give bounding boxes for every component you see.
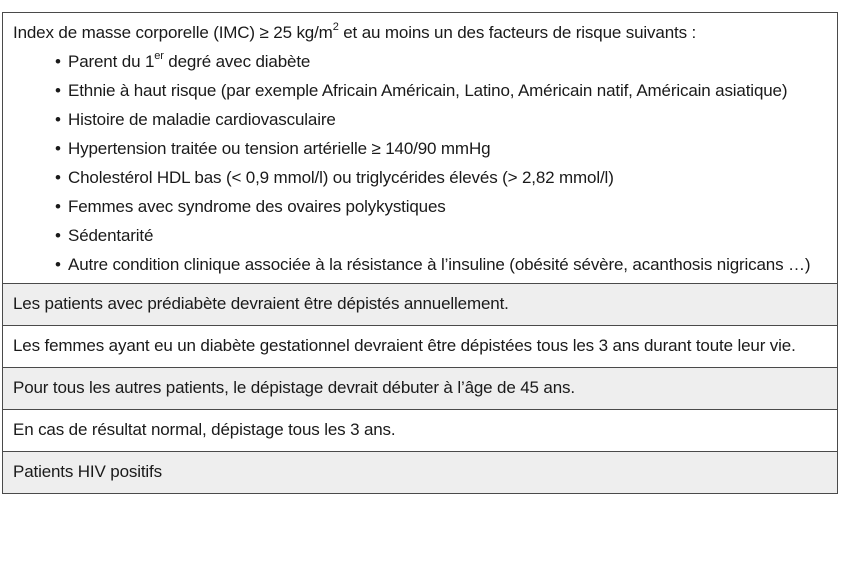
bullet-icon: •	[55, 110, 61, 129]
row-gestational-diabetes	[3, 325, 837, 367]
bullet-icon: •	[55, 139, 61, 158]
row-hiv-patients	[3, 451, 837, 493]
bullet-icon: •	[55, 226, 61, 245]
row-prediabetes	[3, 283, 837, 325]
risk-factor-text: Parent du 1	[68, 52, 155, 71]
risk-factor-list	[13, 47, 827, 279]
list-item	[55, 192, 827, 221]
risk-factor-text: Cholestérol HDL bas (< 0,9 mmol/l) ou triglycérides élevés (> 2,82 mmol/l)	[68, 168, 614, 187]
bullet-icon: •	[55, 255, 61, 274]
list-item	[55, 76, 827, 105]
list-item	[55, 47, 827, 76]
bullet-icon: •	[55, 81, 61, 100]
screening-criteria-table	[2, 12, 838, 494]
gestational-diabetes-text: Les femmes ayant eu un diabète gestationnel devraient être dépistées tous les 3 ans durant toute leur vie.	[13, 336, 796, 355]
bullet-icon: •	[55, 168, 61, 187]
risk-factor-text: Femmes avec syndrome des ovaires polykystiques	[68, 197, 446, 216]
bmi-unit-exponent: 2	[332, 21, 339, 34]
bmi-text: Index de masse corporelle (IMC) ≥ 25 kg/m	[13, 23, 333, 42]
other-patients-text: Pour tous les autres patients, le dépistage devrait débuter à l’âge de 45 ans.	[13, 378, 575, 397]
risk-factor-text: Ethnie à haut risque (par exemple Africain Américain, Latino, Américain natif, Américain asiatique)	[68, 81, 788, 100]
row-other-patients	[3, 367, 837, 409]
bullet-icon: •	[55, 52, 61, 71]
bullet-icon: •	[55, 197, 61, 216]
list-item	[55, 250, 827, 279]
list-item	[55, 221, 827, 250]
hiv-patients-text: Patients HIV positifs	[13, 462, 162, 481]
ordinal-superscript: er	[154, 50, 164, 63]
risk-factor-text: Hypertension traitée ou tension artérielle ≥ 140/90 mmHg	[68, 139, 491, 158]
list-item	[55, 134, 827, 163]
risk-factor-text: Autre condition clinique associée à la résistance à l’insuline (obésité sévère, acanthosis nigricans …)	[68, 255, 811, 274]
risk-factor-text: Sédentarité	[68, 226, 154, 245]
risk-factor-text-continued: degré avec diabète	[163, 52, 311, 71]
list-item	[55, 163, 827, 192]
prediabetes-text: Les patients avec prédiabète devraient être dépistés annuellement.	[13, 294, 509, 313]
row-normal-result	[3, 409, 837, 451]
bmi-text-continued: et au moins un des facteurs de risque suivants :	[338, 23, 697, 42]
normal-result-text: En cas de résultat normal, dépistage tous les 3 ans.	[13, 420, 396, 439]
list-item	[55, 105, 827, 134]
bmi-criterion-text	[13, 18, 827, 47]
risk-factor-text: Histoire de maladie cardiovasculaire	[68, 110, 336, 129]
row-bmi-risk-factors	[3, 13, 837, 283]
